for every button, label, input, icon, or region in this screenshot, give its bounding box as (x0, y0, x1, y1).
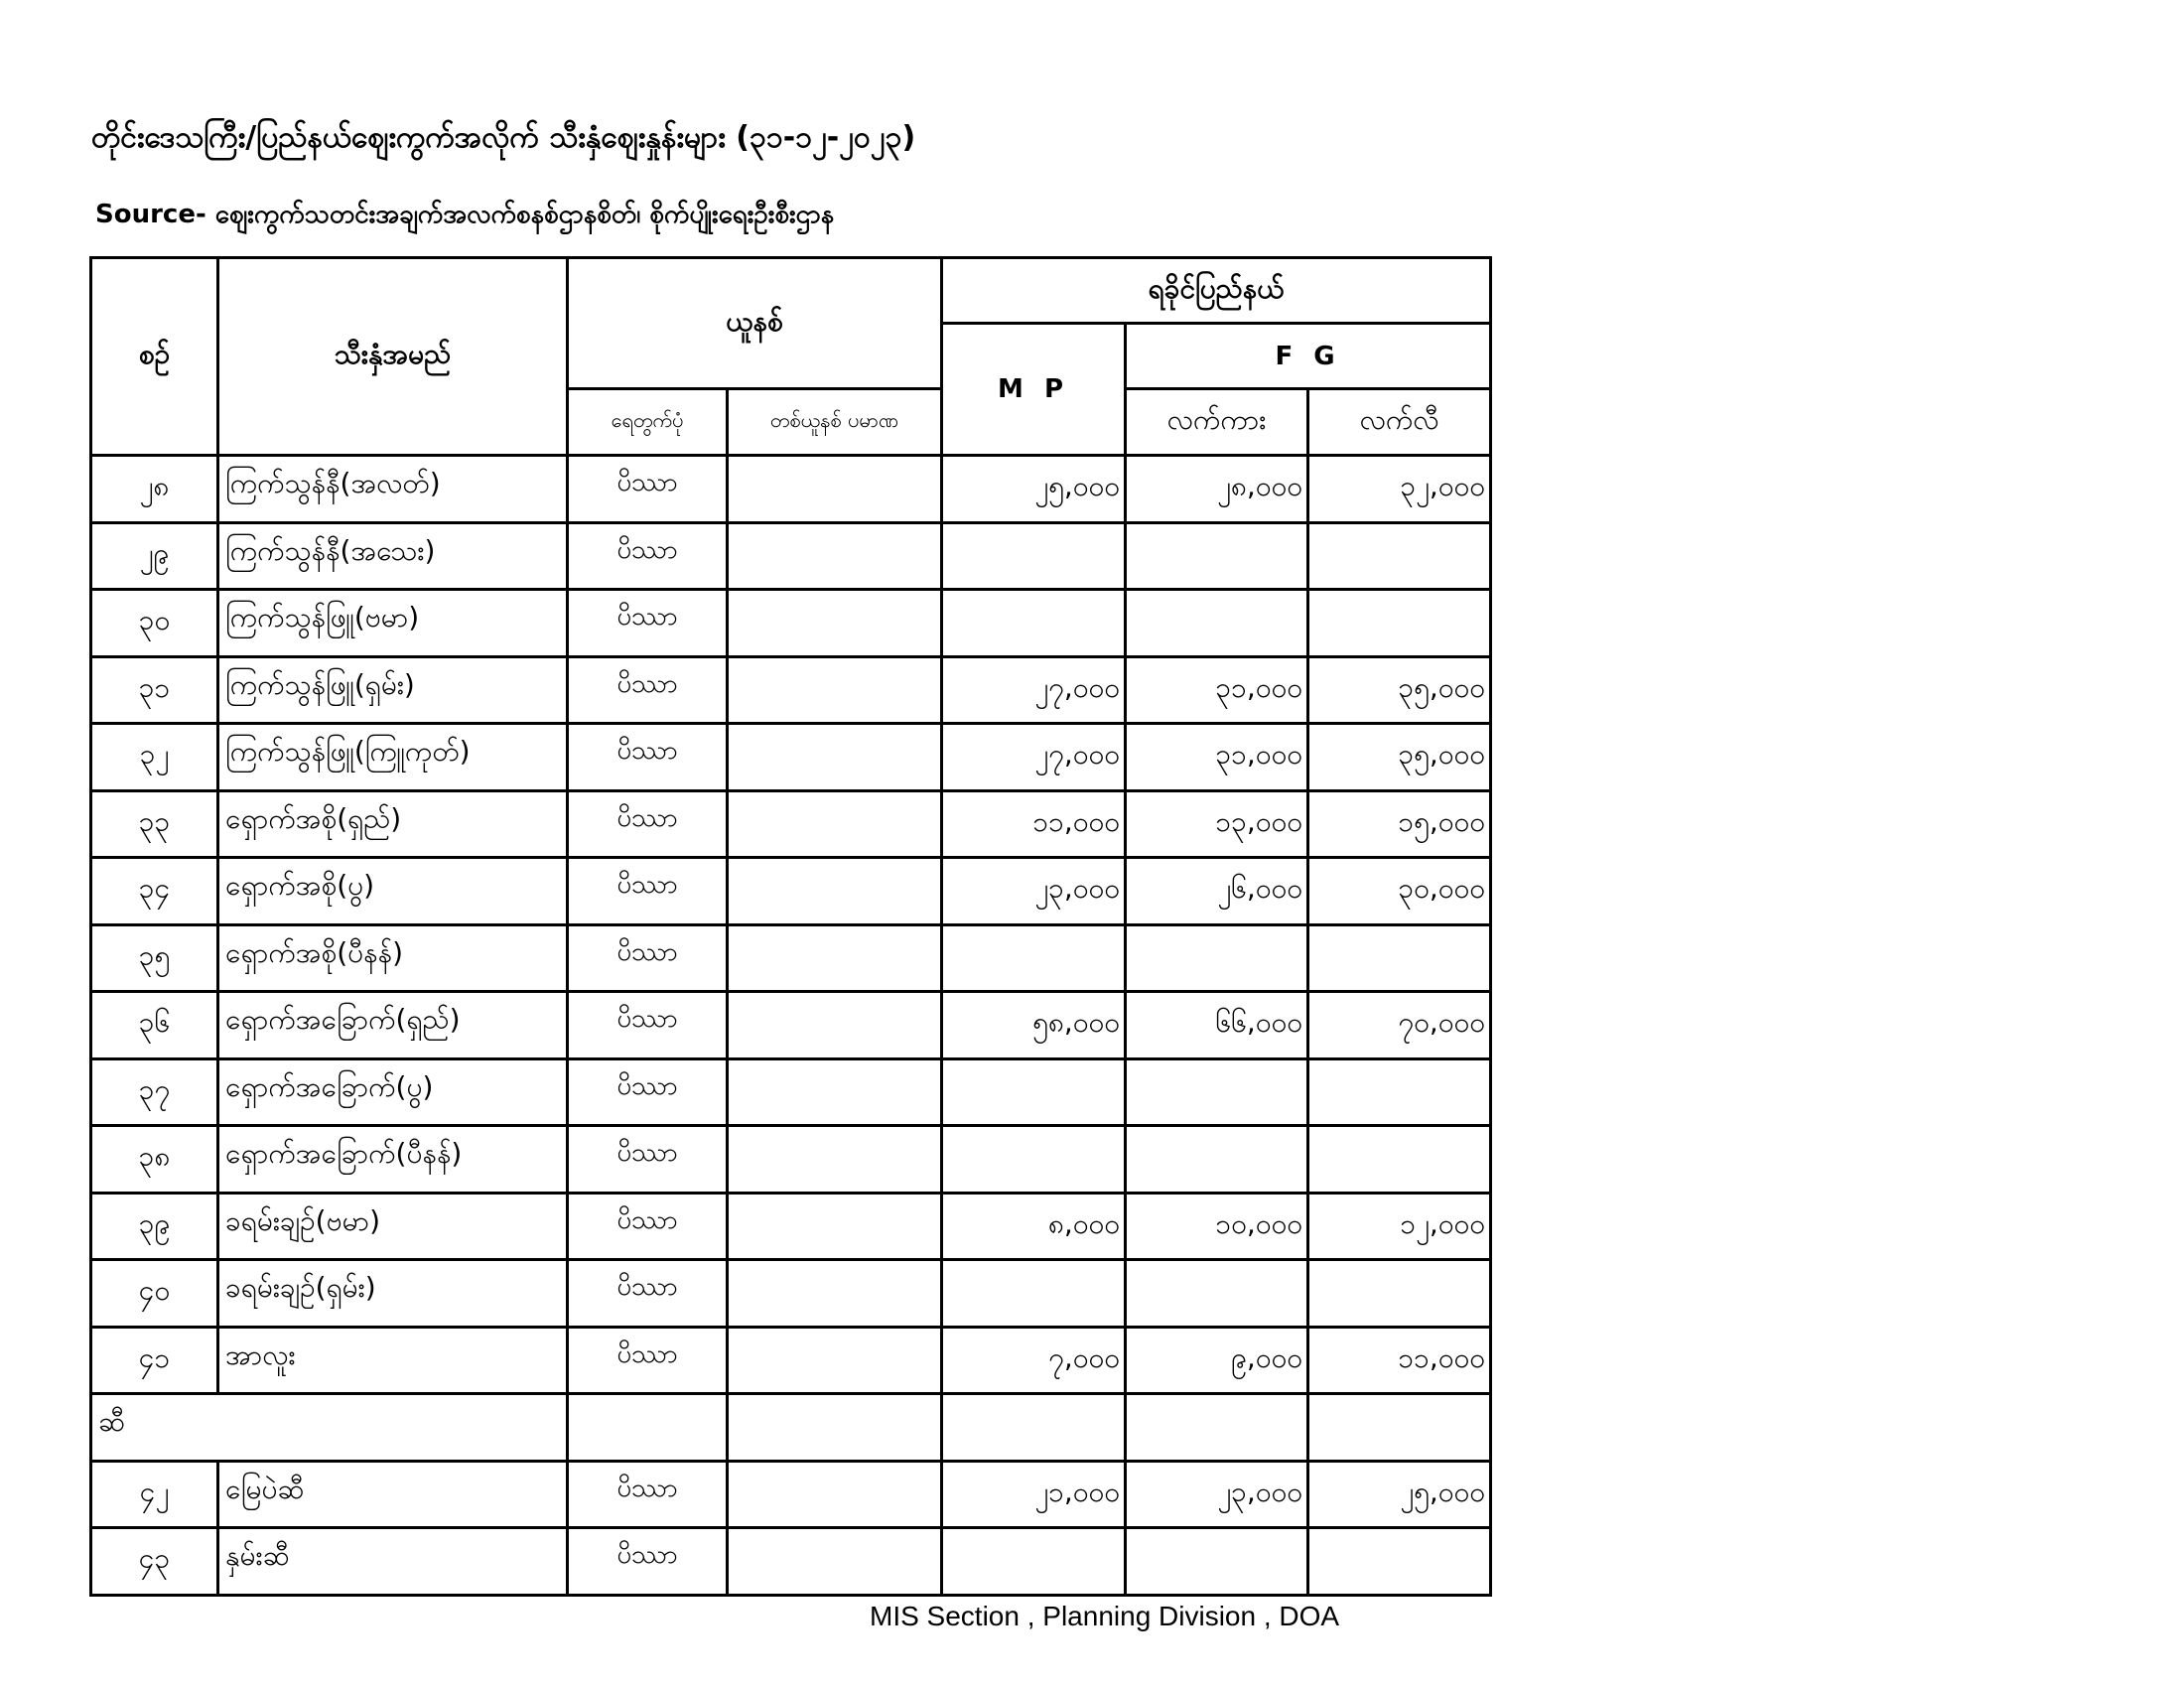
cell-serial: ၄၃ (91, 1528, 218, 1596)
cell-unit: ပိဿာ (568, 1327, 728, 1394)
header-mp: M P (942, 324, 1126, 456)
cell-unit-count (728, 1461, 942, 1528)
table-row (91, 1461, 1491, 1528)
cell-unit-count (728, 1260, 942, 1328)
cell-wholesale-price (1126, 1058, 1308, 1126)
cell-mp-price (942, 1126, 1126, 1194)
cell-retail-price: ၇၀,၀၀၀ (1308, 992, 1491, 1059)
cell-serial: ၂၈ (91, 456, 218, 523)
cell-unit-count (728, 656, 942, 724)
cell-wholesale-price (1126, 924, 1308, 992)
cell-serial: ၃၃ (91, 790, 218, 858)
table-row (91, 790, 1491, 858)
page-title: တိုင်းဒေသကြီး/ပြည်နယ်ဈေးကွက်အလိုက် သီးနှံဈေးနှုန်းများ (၃၁-၁၂-၂၀၂၃) (91, 120, 916, 155)
cell-mp-price: ၅၈,၀၀၀ (942, 992, 1126, 1059)
cell-unit-count (728, 790, 942, 858)
table-row (91, 522, 1491, 590)
cell-unit: ပိဿာ (568, 656, 728, 724)
table-row (91, 1327, 1491, 1394)
cell-unit: ပိဿာ (568, 1461, 728, 1528)
cell-crop-name: ရှောက်အခြောက်(ပွ) (218, 1058, 568, 1126)
cell-retail-price (1308, 590, 1491, 657)
cell-mp-price (942, 1260, 1126, 1328)
cell-unit: ပိဿာ (568, 992, 728, 1059)
table-row (91, 1126, 1491, 1194)
cell-unit: ပိဿာ (568, 1058, 728, 1126)
cell-mp-price (942, 1058, 1126, 1126)
cell-serial: ၃၀ (91, 590, 218, 657)
table-row (91, 1193, 1491, 1260)
cell-mp-price: ၂၁,၀၀၀ (942, 1461, 1126, 1528)
header-region: ရခိုင်ပြည်နယ် (942, 258, 1491, 324)
cell-unit-count (728, 456, 942, 523)
cell-serial: ၃၂ (91, 724, 218, 791)
cell-retail-price: ၃၀,၀၀၀ (1308, 858, 1491, 925)
header-unit-count: တစ်ယူနစ် ပမာဏ (728, 389, 942, 456)
cell-unit-count (728, 992, 942, 1059)
cell-mp-price: ၂၃,၀၀၀ (942, 858, 1126, 925)
cell-crop-name: ကြက်သွန်ဖြူ(ရှမ်း) (218, 656, 568, 724)
cell-retail-price (1308, 924, 1491, 992)
header-unit-measure: ရေတွက်ပုံ (568, 389, 728, 456)
cell-retail-price (1308, 1528, 1491, 1596)
header-unit-group: ယူနစ် (568, 258, 942, 389)
cell-serial: ၂၉ (91, 522, 218, 590)
cell-unit: ပိဿာ (568, 1528, 728, 1596)
cell-crop-name: အာလူး (218, 1327, 568, 1394)
table-row (91, 992, 1491, 1059)
table-row (91, 456, 1491, 523)
cell-crop-name: ကြက်သွန်ဖြူ(ဗမာ) (218, 590, 568, 657)
cell-retail-price (1308, 522, 1491, 590)
price-table (89, 256, 1492, 1597)
cell-unit: ပိဿာ (568, 1193, 728, 1260)
cell-unit-count (728, 1327, 942, 1394)
cell-serial: ၄၀ (91, 1260, 218, 1328)
cell-serial: ၄၂ (91, 1461, 218, 1528)
cell-mp-price: ၈,၀၀၀ (942, 1193, 1126, 1260)
cell-crop-name: ကြက်သွန်နီ(အသေး) (218, 522, 568, 590)
empty-cell (1308, 1394, 1491, 1462)
table-row (91, 590, 1491, 657)
cell-unit: ပိဿာ (568, 590, 728, 657)
cell-crop-name: ခရမ်းချဉ်(ဗမာ) (218, 1193, 568, 1260)
cell-unit-count (728, 522, 942, 590)
cell-serial: ၃၉ (91, 1193, 218, 1260)
cell-retail-price (1308, 1126, 1491, 1194)
cell-unit-count (728, 1193, 942, 1260)
cell-wholesale-price: ၂၃,၀၀၀ (1126, 1461, 1308, 1528)
cell-unit-count (728, 1058, 942, 1126)
cell-mp-price: ၂၇,၀၀၀ (942, 656, 1126, 724)
cell-serial: ၃၁ (91, 656, 218, 724)
cell-unit: ပိဿာ (568, 522, 728, 590)
cell-retail-price (1308, 1260, 1491, 1328)
header-fg-wholesale: လက်ကား (1126, 389, 1308, 456)
header-fg: F G (1126, 324, 1491, 389)
empty-cell (568, 1394, 728, 1462)
table-row (91, 1058, 1491, 1126)
cell-unit-count (728, 1528, 942, 1596)
cell-mp-price: ၂၇,၀၀၀ (942, 724, 1126, 791)
cell-unit-count (728, 590, 942, 657)
table-row (91, 724, 1491, 791)
cell-retail-price: ၃၅,၀၀၀ (1308, 724, 1491, 791)
cell-retail-price: ၃၂,၀၀၀ (1308, 456, 1491, 523)
cell-serial: ၃၅ (91, 924, 218, 992)
cell-wholesale-price: ၉,၀၀၀ (1126, 1327, 1308, 1394)
table-row (91, 858, 1491, 925)
cell-unit: ပိဿာ (568, 1260, 728, 1328)
cell-crop-name: ရှောက်အခြောက်(ပီနန်) (218, 1126, 568, 1194)
cell-mp-price (942, 924, 1126, 992)
cell-wholesale-price: ၆၆,၀၀၀ (1126, 992, 1308, 1059)
cell-wholesale-price: ၂၈,၀၀၀ (1126, 456, 1308, 523)
cell-serial: ၃၆ (91, 992, 218, 1059)
footer-credit: MIS Section , Planning Division , DOA (870, 1601, 1340, 1631)
cell-crop-name: ရှောက်အစို(ပွ) (218, 858, 568, 925)
table-row (91, 1260, 1491, 1328)
cell-unit-count (728, 858, 942, 925)
cell-wholesale-price: ၂၆,၀၀၀ (1126, 858, 1308, 925)
cell-unit: ပိဿာ (568, 724, 728, 791)
cell-wholesale-price (1126, 1126, 1308, 1194)
cell-crop-name: နှမ်းဆီ (218, 1528, 568, 1596)
cell-unit-count (728, 1126, 942, 1194)
cell-crop-name: ရှောက်အခြောက်(ရှည်) (218, 992, 568, 1059)
table-row (91, 1528, 1491, 1596)
cell-mp-price (942, 590, 1126, 657)
cell-unit-count (728, 924, 942, 992)
cell-retail-price: ၂၅,၀၀၀ (1308, 1461, 1491, 1528)
cell-mp-price (942, 1528, 1126, 1596)
cell-retail-price: ၁၂,၀၀၀ (1308, 1193, 1491, 1260)
group-label-oil: ဆီ (91, 1394, 568, 1462)
cell-retail-price (1308, 1058, 1491, 1126)
cell-wholesale-price (1126, 522, 1308, 590)
cell-unit: ပိဿာ (568, 924, 728, 992)
header-crop-name: သီးနှံအမည် (218, 258, 568, 456)
group-row (91, 1394, 1491, 1462)
cell-unit: ပိဿာ (568, 1126, 728, 1194)
cell-unit: ပိဿာ (568, 790, 728, 858)
empty-cell (728, 1394, 942, 1462)
cell-unit: ပိဿာ (568, 858, 728, 925)
cell-wholesale-price: ၃၁,၀၀၀ (1126, 724, 1308, 791)
cell-mp-price: ၁၁,၀၀၀ (942, 790, 1126, 858)
cell-wholesale-price: ၁၀,၀၀၀ (1126, 1193, 1308, 1260)
empty-cell (1126, 1394, 1308, 1462)
cell-unit: ပိဿာ (568, 456, 728, 523)
table-header (91, 258, 1491, 456)
cell-mp-price: ၂၅,၀၀၀ (942, 456, 1126, 523)
cell-wholesale-price (1126, 1260, 1308, 1328)
table-row (91, 924, 1491, 992)
cell-serial: ၄၁ (91, 1327, 218, 1394)
cell-serial: ၃၈ (91, 1126, 218, 1194)
cell-mp-price: ၇,၀၀၀ (942, 1327, 1126, 1394)
header-fg-retail: လက်လီ (1308, 389, 1491, 456)
cell-retail-price: ၁၅,၀၀၀ (1308, 790, 1491, 858)
cell-crop-name: ကြက်သွန်ဖြူ(ကြူကုတ်) (218, 724, 568, 791)
cell-crop-name: ခရမ်းချဉ်(ရှမ်း) (218, 1260, 568, 1328)
source-line: Source- ဈေးကွက်သတင်းအချက်အလက်စနစ်ဌာနစိတ်၊ စိုက်ပျိုးရေးဦးစီးဌာန (95, 200, 835, 229)
cell-wholesale-price: ၃၁,၀၀၀ (1126, 656, 1308, 724)
header-serial: စဉ် (91, 258, 218, 456)
cell-serial: ၃၇ (91, 1058, 218, 1126)
cell-crop-name: မြေပဲဆီ (218, 1461, 568, 1528)
cell-retail-price: ၁၁,၀၀၀ (1308, 1327, 1491, 1394)
cell-unit-count (728, 724, 942, 791)
cell-crop-name: ရှောက်အစို(ပီနန်) (218, 924, 568, 992)
cell-wholesale-price: ၁၃,၀၀၀ (1126, 790, 1308, 858)
cell-serial: ၃၄ (91, 858, 218, 925)
cell-wholesale-price (1126, 590, 1308, 657)
cell-mp-price (942, 522, 1126, 590)
cell-crop-name: ကြက်သွန်နီ(အလတ်) (218, 456, 568, 523)
table-body (91, 456, 1491, 1596)
cell-crop-name: ရှောက်အစို(ရှည်) (218, 790, 568, 858)
table-row (91, 656, 1491, 724)
empty-cell (942, 1394, 1126, 1462)
cell-retail-price: ၃၅,၀၀၀ (1308, 656, 1491, 724)
cell-wholesale-price (1126, 1528, 1308, 1596)
